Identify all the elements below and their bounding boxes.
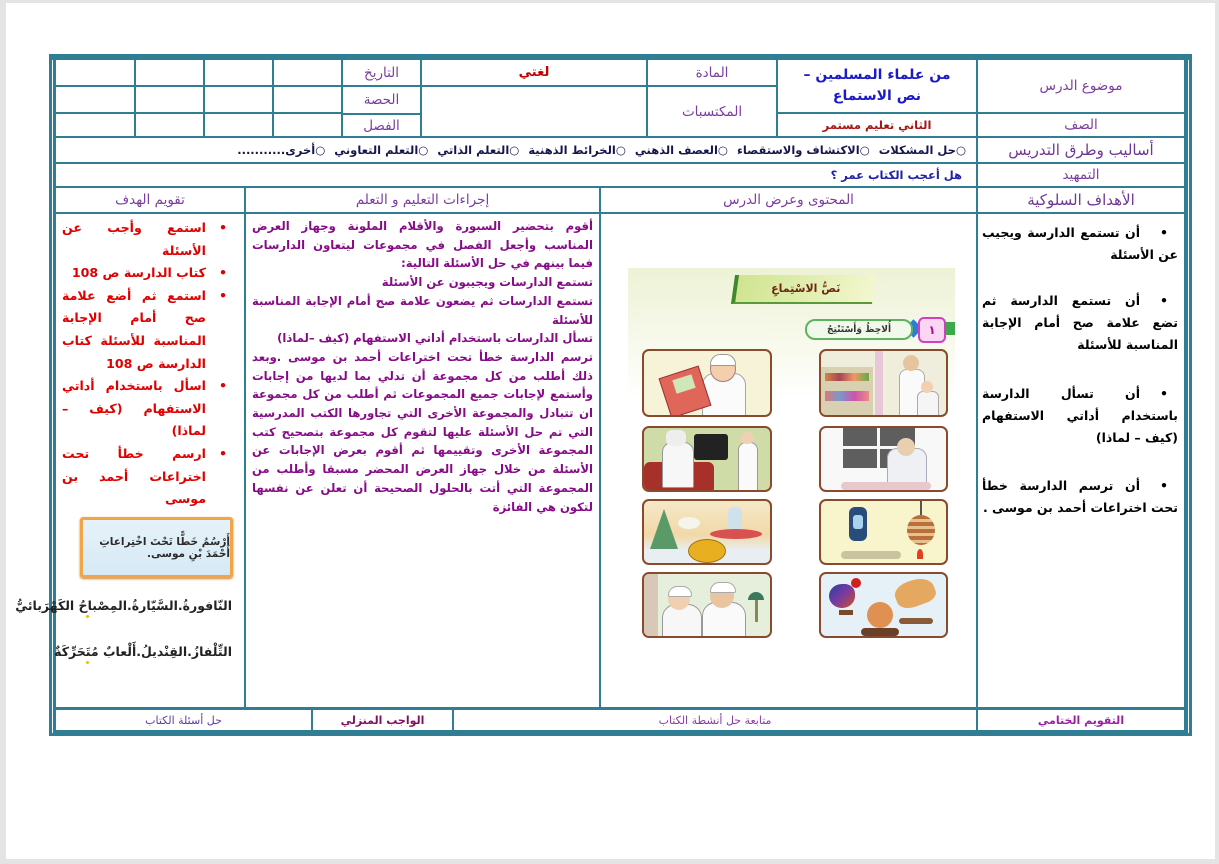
empty-cell xyxy=(56,60,134,85)
method-label: أخرى........... xyxy=(237,143,316,157)
illustration-fountain xyxy=(642,499,772,565)
procedure-paragraph: تستمع الدارسات ويجيبون عن الأسئلة xyxy=(381,275,593,290)
separator: . xyxy=(136,644,142,659)
circle-bullet-icon: ○ xyxy=(615,143,626,157)
objective-item xyxy=(982,222,1178,266)
topic-line-1: من علماء المسلمين – xyxy=(803,67,951,83)
empty-cell xyxy=(274,114,341,136)
separator: . xyxy=(127,598,132,613)
empty-cell xyxy=(274,60,341,85)
method-label: التعلم التعاوني xyxy=(334,143,419,157)
final-evaluation-label: التقويم الختامي xyxy=(978,710,1184,730)
method-item xyxy=(737,143,870,157)
method-item xyxy=(334,143,428,157)
word: القِنْديلُ xyxy=(141,644,188,659)
empty-cell xyxy=(56,114,134,136)
objective-text: أن تسأل الدارسة باستخدام أداتي الاستفهام (كيف – لماذا) xyxy=(982,386,1178,445)
date-label: التاريخ xyxy=(343,60,420,85)
subject-label: المادة xyxy=(648,60,776,85)
method-label: الاكتشاف والاستقصاء xyxy=(736,143,860,157)
objectives-cell xyxy=(978,214,1184,707)
frame-inner-line-left xyxy=(52,60,53,733)
inventions-words-row xyxy=(54,644,232,659)
objective-item xyxy=(982,383,1178,449)
grade-value: الثاني تعليم مستمر xyxy=(778,114,976,136)
illustration-lamps xyxy=(819,499,948,565)
procedure-paragraph: تسأل الدارسات باستخدام أداتي الاستفهام (كيف –لماذا) xyxy=(277,331,593,346)
objective-item xyxy=(982,290,1178,356)
word: المِصْباحُ الكَهْرَبائيُّ xyxy=(15,598,128,613)
evaluation-item xyxy=(62,443,240,511)
frame-inner-line-right xyxy=(1188,60,1189,733)
word: النّافورةُ xyxy=(182,598,232,613)
inventions-words-row xyxy=(15,598,232,613)
method-item xyxy=(635,143,728,157)
procedure-paragraph: ترسم الدارسة خطأ تحت اختراعات أحمد بن موسى .وبعد ذلك أطلب من كل مجموعة أن تدلي بما لديها من إجابات وأستمع لإجابات جميع المجموعات ثم أطلب من كل مجموعة ان تتبادل والمجموعة الأخرى التي تجاورها الكتب المدرسية التي تم حل الأسئلة عليها لتقوم كل مجموعة بتصحيح كتب المجموعة الأخرى وتقييمها ثم أقوم بعرض الإجابات عن الأسئلة من خلال جهاز العرض المحضر مسبقا وأطلب من المجموعة التي أتت بالحلول الصحيحة أن تعلن عن نفسها لتكون هي الفائزة xyxy=(252,349,593,514)
circle-bullet-icon: ○ xyxy=(418,143,429,157)
circle-bullet-icon: ○ xyxy=(509,143,520,157)
evaluation-item xyxy=(62,217,240,262)
activity-label-pill xyxy=(805,319,913,340)
empty-cell xyxy=(205,60,272,85)
homework-label: الواجب المنزلي xyxy=(313,710,452,730)
homework-value: حل أسئلة الكتاب xyxy=(56,710,311,730)
period-label: الحصة xyxy=(343,87,420,113)
evaluation-text: كتاب الدارسة ص 108 xyxy=(71,265,206,281)
yellow-dot-icon xyxy=(86,615,89,618)
bullet-icon: • xyxy=(218,220,228,235)
bullet-icon: • xyxy=(218,378,228,394)
column-header-procedures: إجراءات التعليم و التعلم xyxy=(246,188,599,212)
empty-cell xyxy=(56,87,134,112)
topic-line-2: نص الاستماع xyxy=(832,88,922,104)
objective-item xyxy=(982,475,1178,519)
topic-label: موضوع الدرس xyxy=(978,60,1184,112)
illustration-shop xyxy=(819,349,948,417)
evaluation-text: استمع وأجب عن الأسئلة xyxy=(62,220,206,258)
teaching-methods-list xyxy=(56,138,976,162)
evaluation-list xyxy=(56,214,244,511)
procedures-text xyxy=(246,214,599,516)
lesson-banner xyxy=(731,275,876,304)
circle-bullet-icon: ○ xyxy=(717,143,728,157)
evaluation-text: استمع ثم أضع علامة صح أمام الإجابة المناسبة للأسئلة كتاب الدارسة ص 108 xyxy=(62,287,206,371)
acquired-label: المكتسبات xyxy=(648,87,776,136)
column-header-content: المحتوى وعرض الدرس xyxy=(601,188,976,212)
illustration-moving-toys xyxy=(819,572,948,638)
evaluation-text: ارسم خطأ تحت اختراعات أحمد بن موسى xyxy=(62,445,206,507)
word: أَلْعابٌ مُتَحَرِّكَةٌ xyxy=(54,644,137,659)
final-evaluation-value: متابعة حل أنشطة الكتاب xyxy=(454,710,976,730)
activity-number-badge: ١ xyxy=(918,317,946,343)
empty-cell xyxy=(205,87,272,112)
methods-label: أساليب وطرق التدريس xyxy=(978,138,1184,162)
bullet-icon: • xyxy=(218,265,228,281)
column-header-evaluation: تقويم الهدف xyxy=(56,188,244,212)
method-item xyxy=(437,143,519,157)
evaluation-item xyxy=(62,375,240,443)
illustration-boy-reading xyxy=(642,349,772,417)
procedure-paragraph: أقوم بتحضير السبورة والأقلام الملونة وجهاز العرض المناسب وأجعل الفصل في مجموعات ليتعاون الدارسات فيما بينهم في حل الأسئلة التالية: xyxy=(252,219,593,271)
yellow-dot-icon xyxy=(86,661,89,664)
intro-value: هل أعجب الكتاب عمر ؟ xyxy=(56,164,976,186)
illustration-man-on-sofa xyxy=(642,426,772,492)
topic-value xyxy=(778,60,976,112)
empty-cell xyxy=(205,114,272,136)
bullet-icon: • xyxy=(1160,225,1168,240)
bullet-icon: • xyxy=(1160,478,1168,493)
method-item xyxy=(879,143,966,157)
word: التِّلْفازُ xyxy=(191,644,232,659)
bullet-icon: • xyxy=(218,445,228,461)
circle-bullet-icon: ○ xyxy=(315,143,326,157)
worksheet-instruction: أَرْسُمُ خَطًّا تَحْتَ اخْتِراعاتِ أَحْمَدَ بْنِ موسى. xyxy=(99,535,230,560)
intro-label: التمهيد xyxy=(978,164,1184,186)
method-item xyxy=(237,143,325,157)
bullet-icon: • xyxy=(218,287,228,303)
method-item xyxy=(528,143,626,157)
method-label: العصف الذهني xyxy=(634,143,718,157)
empty-cell xyxy=(136,114,203,136)
word: السَّيّارةُ xyxy=(131,598,178,613)
procedure-paragraph: تستمع الدارسات ثم يضعون علامة صح أمام الإجابة المناسبة للأسئلة xyxy=(252,293,593,327)
illustration-two-men xyxy=(642,572,772,638)
separator: . xyxy=(177,598,183,613)
bullet-icon: • xyxy=(1160,386,1168,401)
bullet-icon: • xyxy=(1160,293,1168,308)
empty-cell xyxy=(136,87,203,112)
banner-title: نَصُّ الاسْتِماعِ xyxy=(771,282,841,295)
method-label: حل المشكلات xyxy=(878,143,956,157)
textbook-page-image xyxy=(628,268,955,645)
evaluation-text: اسأل باستخدام أداتي الاستفهام (كيف – لماذا) xyxy=(62,378,206,439)
subject-value: لغتي xyxy=(422,60,646,85)
empty-cell xyxy=(274,87,341,112)
objective-text: أن تستمع الدارسة ثم تضع علامة صح أمام الإجابة المناسبة للأسئلة xyxy=(982,293,1178,352)
separator: . xyxy=(187,644,192,659)
activity-label: أُلاحِظُ وَأَسْتَنْتِجُ xyxy=(826,324,892,335)
objective-text: أن تستمع الدارسة ويجيب عن الأسئلة xyxy=(982,225,1178,262)
illustration-man-at-window xyxy=(819,426,948,492)
circle-bullet-icon: ○ xyxy=(955,143,966,157)
evaluation-cell xyxy=(56,214,244,707)
column-header-objectives: الأهداف السلوكية xyxy=(978,188,1184,212)
class-label: الفصل xyxy=(343,115,420,136)
method-label: التعلم الذاتي xyxy=(437,143,510,157)
procedures-cell xyxy=(246,214,599,707)
objective-text: أن ترسم الدارسة خطأ تحت اختراعات أحمد بن موسى . xyxy=(982,478,1178,515)
method-label: الخرائط الذهنية xyxy=(528,143,616,157)
acquired-value xyxy=(422,87,646,136)
evaluation-item xyxy=(62,262,240,285)
empty-cell xyxy=(136,60,203,85)
evaluation-item xyxy=(62,285,240,375)
worksheet-instruction-image xyxy=(80,517,233,578)
grade-label: الصف xyxy=(978,114,1184,136)
circle-bullet-icon: ○ xyxy=(859,143,870,157)
